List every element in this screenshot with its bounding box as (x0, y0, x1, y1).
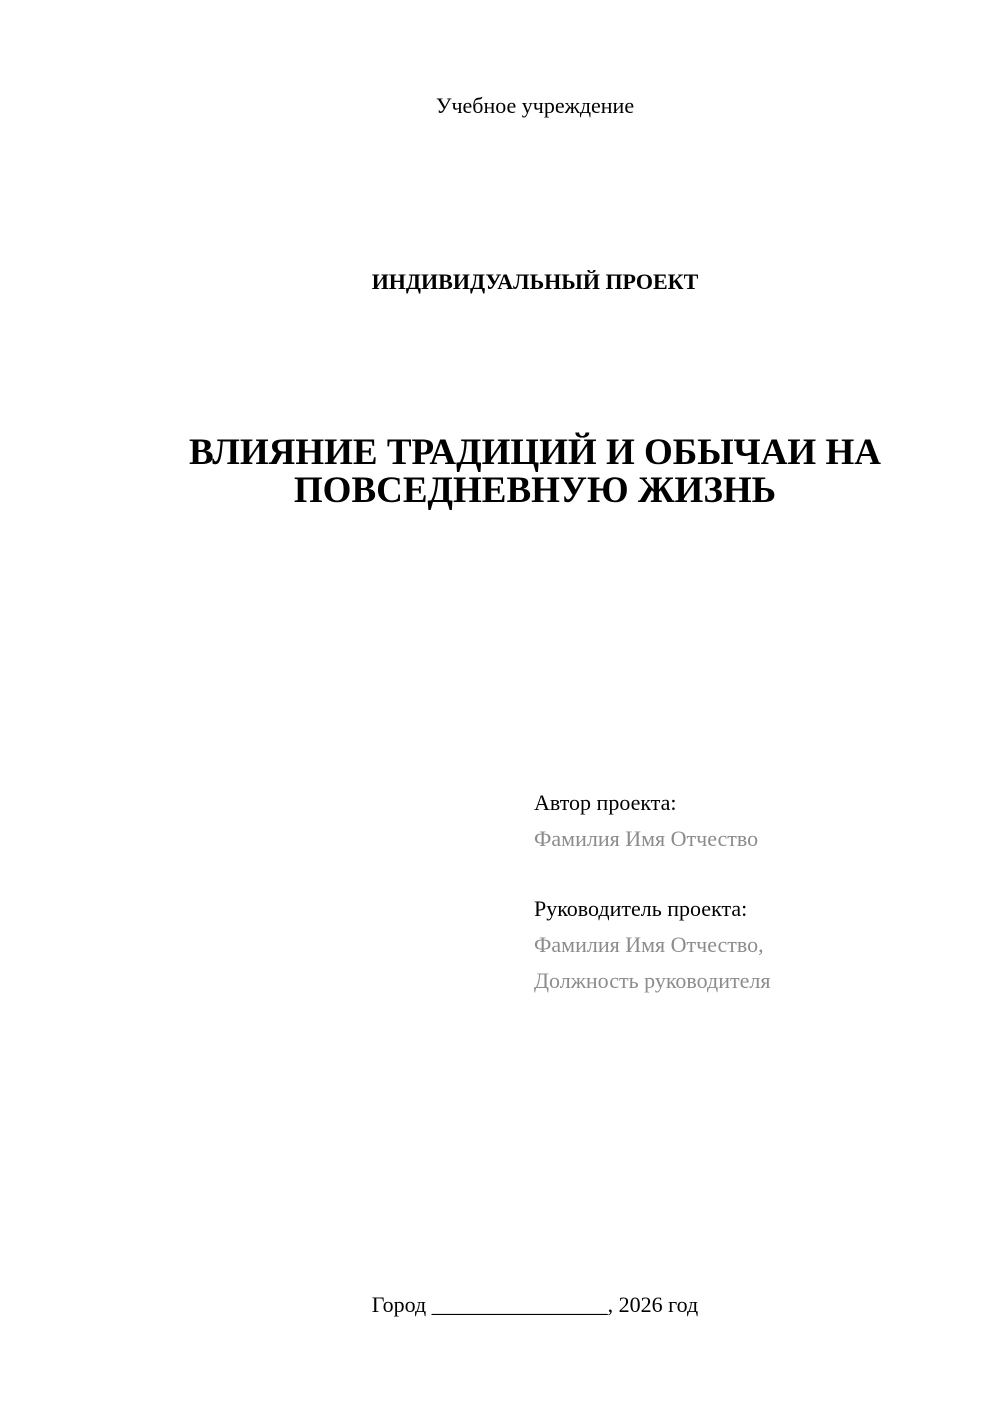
project-title-line-2: ПОВСЕДНЕВНУЮ ЖИЗНЬ (293, 470, 777, 511)
supervisor-label: Руководитель проекта: (534, 896, 748, 921)
project-title-line-1: ВЛИЯНИЕ ТРАДИЦИЙ И ОБЫЧАИ НА (189, 432, 881, 473)
supervisor-position-placeholder[interactable]: Должность руководителя (534, 968, 771, 993)
institution-name: Учебное учреждение (435, 93, 635, 118)
author-label: Автор проекта: (534, 790, 677, 815)
city-year-line: Город ________________, 2026 год (371, 1292, 699, 1317)
project-title (120, 434, 950, 510)
author-name-placeholder[interactable]: Фамилия Имя Отчество (534, 826, 759, 851)
document-type: ИНДИВИДУАЛЬНЫЙ ПРОЕКТ (371, 269, 699, 294)
author-block (534, 785, 758, 857)
supervisor-name-placeholder[interactable]: Фамилия Имя Отчество, (534, 932, 764, 957)
supervisor-block (534, 891, 770, 999)
